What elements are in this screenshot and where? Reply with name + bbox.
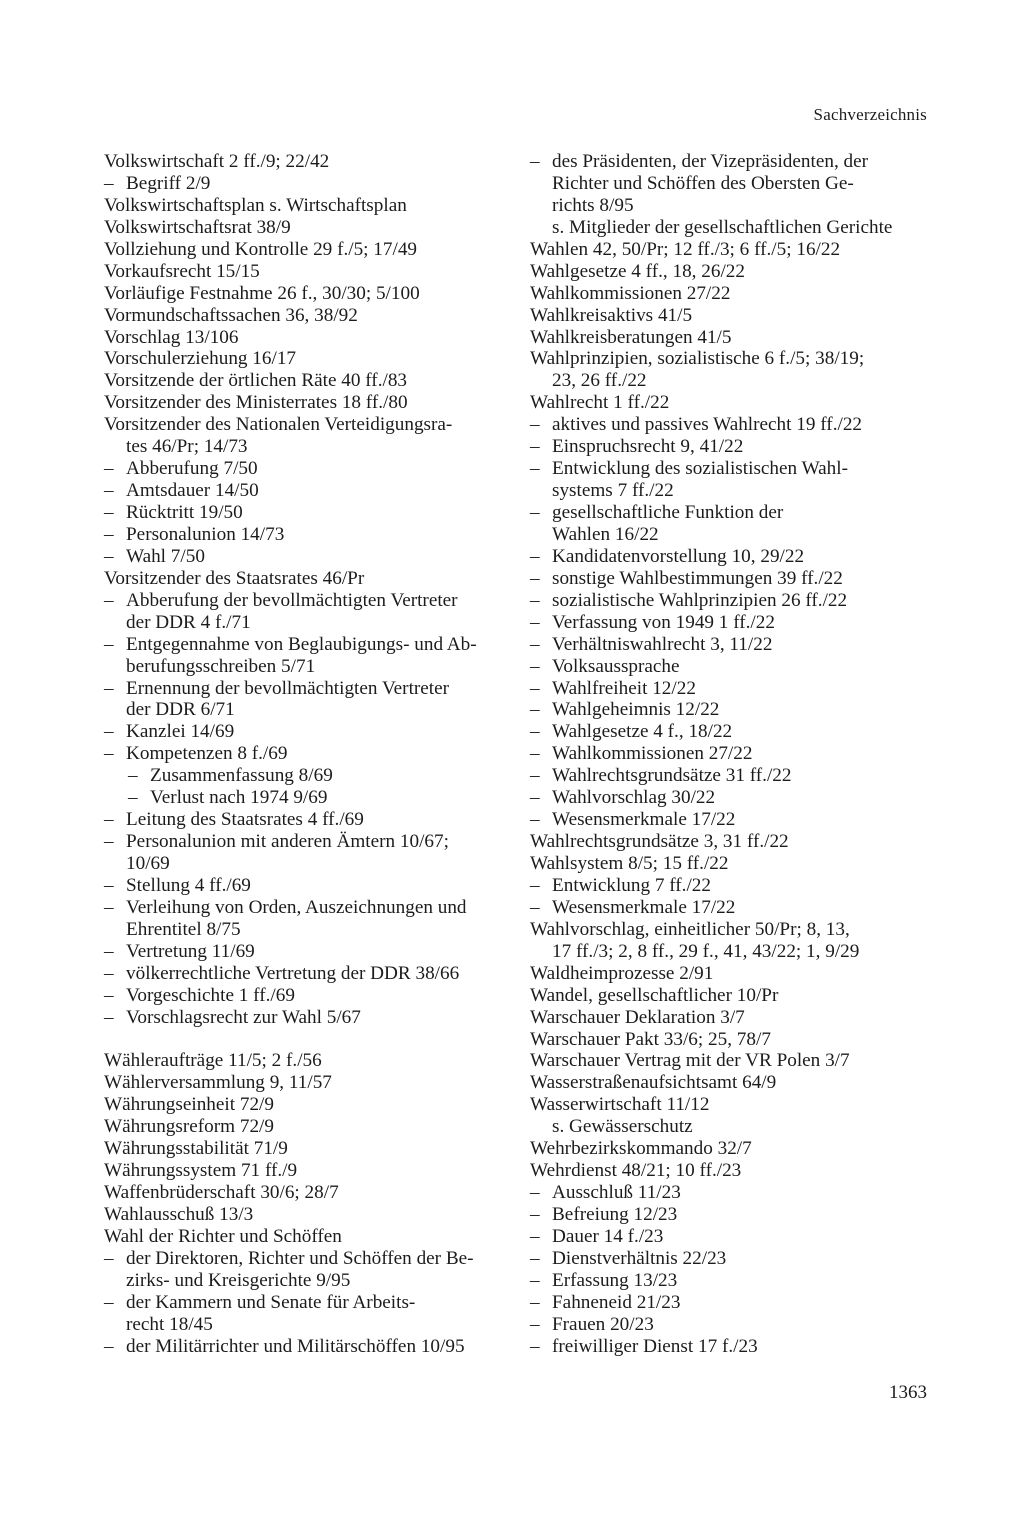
index-subentry: [530, 1248, 930, 1270]
index-subentry: [104, 634, 514, 656]
entry-text: Stellung 4 ff./69: [126, 874, 251, 896]
index-subentry: [530, 414, 930, 436]
entry-text: Rücktritt 19/50: [126, 502, 243, 523]
entry-text: Entwicklung des sozialistischen Wahl-: [552, 458, 848, 480]
entry-text: Vorläufige Festnahme 26 f., 30/30; 5/100: [104, 282, 420, 304]
subentry-dash: –: [104, 743, 114, 765]
entry-text: Kanzlei 14/69: [126, 721, 235, 743]
index-entry: [104, 261, 514, 283]
index-entry: [530, 831, 930, 853]
entry-text: Vorsitzende der örtlichen Räte 40 ff./83: [104, 370, 408, 392]
entry-text: Wahlrechtsgrundsätze 3, 31 ff./22: [530, 831, 789, 853]
subentry-dash: –: [104, 940, 114, 962]
subentry-dash: –: [530, 655, 540, 677]
entry-text: Wahlkommissionen 27/22: [552, 743, 753, 765]
entry-text: Personalunion 14/73: [126, 523, 285, 545]
index-subentry: [104, 524, 514, 546]
entry-text: gesellschaftliche Funktion der: [552, 502, 784, 523]
index-column-left: [104, 151, 514, 1358]
entry-text: Wasserwirtschaft 11/12: [530, 1094, 710, 1116]
entry-text: Personalunion mit anderen Ämtern 10/67;: [126, 831, 449, 853]
subentry-dash: –: [104, 1006, 114, 1028]
entry-text: Wahlrecht 1 ff./22: [530, 392, 670, 414]
index-entry: [530, 1160, 930, 1182]
index-entry: [104, 1050, 514, 1072]
entry-text: Abberufung 7/50: [126, 458, 258, 480]
subentry-dash: –: [530, 1204, 540, 1225]
subentry-dash: –: [530, 896, 540, 918]
entry-text: Wahlgesetze 4 ff., 18, 26/22: [530, 260, 745, 282]
entry-text: Währungsreform 72/9: [104, 1116, 274, 1138]
index-entry: [530, 392, 930, 414]
entry-text: Wahlvorschlag, einheitlicher 50/Pr; 8, 13,: [530, 918, 850, 940]
entry-text: systems 7 ff./22: [552, 480, 674, 502]
subentry-dash: –: [530, 633, 540, 655]
index-entry: [104, 1160, 514, 1182]
entry-text: Wahlkommissionen 27/22: [530, 282, 731, 304]
entry-text: Warschauer Deklaration 3/7: [530, 1006, 745, 1028]
entry-text: Wahl 7/50: [126, 545, 205, 567]
entry-text: Begriff 2/9: [126, 172, 211, 194]
index-subentry: [530, 1226, 930, 1248]
entry-text: Vorschlagsrecht zur Wahl 5/67: [126, 1006, 361, 1028]
index-entry: [530, 1138, 930, 1160]
index-entry-continuation: [530, 480, 930, 502]
subentry-dash: –: [104, 896, 114, 918]
index-subentry: [104, 1292, 514, 1314]
index-subentry: [530, 1314, 930, 1336]
index-entry-continuation: [104, 656, 514, 678]
subentry-dash: –: [104, 502, 114, 523]
entry-text: Wahlprinzipien, sozialistische 6 f./5; 38/19;: [530, 348, 865, 370]
entry-text: Ehrentitel 8/75: [126, 918, 241, 940]
entry-text: Einspruchsrecht 9, 41/22: [552, 436, 744, 458]
index-subentry: [104, 546, 514, 568]
index-subentry: [104, 743, 514, 765]
subentry-dash: –: [530, 809, 540, 831]
entry-text: Fahneneid 21/23: [552, 1291, 681, 1313]
subentry-dash: –: [128, 787, 138, 809]
index-entry: [530, 305, 930, 327]
entry-text: Wahlgesetze 4 f., 18/22: [552, 721, 733, 743]
index-entry: [530, 1029, 930, 1051]
subentry-dash: –: [530, 765, 540, 787]
entry-text: Verhältniswahlrecht 3, 11/22: [552, 633, 773, 655]
subentry-dash: –: [530, 151, 540, 172]
subentry-dash: –: [104, 589, 114, 611]
entry-text: Wahlgeheimnis 12/22: [552, 699, 720, 721]
index-entry: [530, 283, 930, 305]
entry-text: Vertretung 11/69: [126, 940, 255, 962]
entry-text: Wesensmerkmale 17/22: [552, 809, 736, 831]
entry-text: der DDR 4 f./71: [126, 611, 251, 633]
index-subentry: [530, 1292, 930, 1314]
index-subentry: [104, 787, 514, 809]
subentry-dash: –: [530, 1269, 540, 1291]
index-subentry: [530, 765, 930, 787]
index-subentry: [104, 809, 514, 831]
entry-text: Waldheimprozesse 2/91: [530, 962, 714, 984]
index-subentry: [530, 699, 930, 721]
index-entry: [530, 1072, 930, 1094]
subentry-dash: –: [530, 502, 540, 523]
entry-text: Warschauer Pakt 33/6; 25, 78/7: [530, 1028, 771, 1050]
index-entry: [530, 1050, 930, 1072]
entry-text: Volkswirtschaftsplan s. Wirtschaftsplan: [104, 194, 407, 216]
subentry-dash: –: [530, 677, 540, 699]
subentry-dash: –: [104, 831, 114, 853]
entry-text: Wahlen 42, 50/Pr; 12 ff./3; 6 ff./5; 16/22: [530, 238, 841, 260]
entry-text: Dienstverhältnis 22/23: [552, 1247, 727, 1269]
index-subentry: [530, 897, 930, 919]
subentry-dash: –: [530, 545, 540, 567]
subentry-dash: –: [104, 1247, 114, 1269]
index-entry: [104, 1116, 514, 1138]
entry-text: 23, 26 ff./22: [552, 370, 647, 392]
index-subentry: [530, 787, 930, 809]
entry-text: aktives und passives Wahlrecht 19 ff./22: [552, 414, 863, 436]
subentry-dash: –: [104, 633, 114, 655]
index-subentry: [530, 743, 930, 765]
index-subentry: [530, 1204, 930, 1226]
index-entry-continuation: [104, 699, 514, 721]
entry-text: Wandel, gesellschaftlicher 10/Pr: [530, 984, 779, 1006]
subentry-dash: –: [530, 1182, 540, 1204]
index-entry: [530, 985, 930, 1007]
entry-text: Warschauer Vertrag mit der VR Polen 3/7: [530, 1050, 850, 1072]
entry-text: Volksaussprache: [552, 655, 680, 677]
index-entry: [530, 1094, 930, 1116]
index-subentry: [104, 1336, 514, 1358]
index-subentry: [530, 875, 930, 897]
index-entry: [104, 305, 514, 327]
subentry-dash: –: [104, 984, 114, 1006]
subentry-dash: –: [530, 589, 540, 611]
entry-text: Zusammenfassung 8/69: [150, 765, 333, 787]
entry-text: sonstige Wahlbestimmungen 39 ff./22: [552, 567, 843, 589]
entry-text: Volkswirtschaft 2 ff./9; 22/42: [104, 151, 330, 172]
index-subentry: [104, 458, 514, 480]
index-subentry: [530, 546, 930, 568]
entry-text: Dauer 14 f./23: [552, 1225, 664, 1247]
index-entry: [530, 919, 930, 941]
index-entry-continuation: [104, 919, 514, 941]
index-entry: [104, 1094, 514, 1116]
entry-text: Verlust nach 1974 9/69: [150, 787, 328, 809]
index-entry: [530, 327, 930, 349]
index-entry: [104, 195, 514, 217]
entry-text: Wahlvorschlag 30/22: [552, 787, 716, 809]
entry-text: Wählerversammlung 9, 11/57: [104, 1072, 332, 1094]
index-entry-continuation: [104, 436, 514, 458]
entry-text: Waffenbrüderschaft 30/6; 28/7: [104, 1182, 339, 1204]
index-subentry: [104, 721, 514, 743]
entry-text: Vorschlag 13/106: [104, 326, 239, 348]
entry-text: Richter und Schöffen des Obersten Ge-: [552, 172, 854, 194]
entry-text: Wahlen 16/22: [552, 523, 659, 545]
index-subentry: [104, 897, 514, 919]
entry-text: freiwilliger Dienst 17 f./23: [552, 1335, 758, 1357]
index-subentry: [104, 502, 514, 524]
entry-text: Ernennung der bevollmächtigten Vertreter: [126, 677, 450, 699]
entry-text: Vollziehung und Kontrolle 29 f./5; 17/49: [104, 238, 418, 260]
entry-text: tes 46/Pr; 14/73: [126, 436, 248, 458]
entry-text: 17 ff./3; 2, 8 ff., 29 f., 41, 43/22; 1, 9/29: [552, 940, 860, 962]
index-subentry: [530, 656, 930, 678]
index-subentry: [104, 831, 514, 853]
index-entry: [104, 239, 514, 261]
entry-text: Wahlkreisaktivs 41/5: [530, 304, 693, 326]
index-subentry: [530, 151, 930, 173]
entry-text: Vormundschaftssachen 36, 38/92: [104, 304, 358, 326]
subentry-dash: –: [104, 677, 114, 699]
entry-text: Wahl der Richter und Schöffen: [104, 1225, 342, 1247]
index-subentry: [104, 765, 514, 787]
subentry-dash: –: [128, 765, 138, 787]
index-entry: [530, 963, 930, 985]
entry-text: Vorschulerziehung 16/17: [104, 348, 297, 370]
index-entry-continuation: [530, 217, 930, 239]
index-entry: [530, 1007, 930, 1029]
index-subentry: [530, 436, 930, 458]
index-entry-continuation: [530, 1116, 930, 1138]
index-entry-continuation: [530, 941, 930, 963]
entry-text: Wahlfreiheit 12/22: [552, 677, 696, 699]
index-entry-continuation: [104, 612, 514, 634]
entry-text: 10/69: [126, 853, 170, 874]
entry-text: Befreiung 12/23: [552, 1204, 678, 1225]
index-entry-continuation: [104, 1314, 514, 1336]
index-entry: [104, 370, 514, 392]
index-subentry: [104, 678, 514, 700]
subentry-dash: –: [104, 1335, 114, 1357]
index-subentry: [530, 458, 930, 480]
index-entry-continuation: [530, 173, 930, 195]
entry-text: Entwicklung 7 ff./22: [552, 874, 711, 896]
index-subentry: [104, 173, 514, 195]
subentry-dash: –: [530, 787, 540, 809]
subentry-dash: –: [104, 962, 114, 984]
index-subentry: [530, 502, 930, 524]
index-entry-continuation: [530, 524, 930, 546]
entry-text: Wesensmerkmale 17/22: [552, 896, 736, 918]
entry-text: Vorsitzender des Ministerrates 18 ff./80: [104, 392, 408, 414]
index-entry: [104, 348, 514, 370]
entry-text: s. Gewässerschutz: [552, 1116, 693, 1138]
entry-spacer: [104, 1029, 514, 1051]
subentry-dash: –: [104, 721, 114, 743]
entry-text: recht 18/45: [126, 1313, 213, 1335]
entry-text: Vorgeschichte 1 ff./69: [126, 984, 295, 1006]
entry-text: der DDR 6/71: [126, 699, 235, 721]
index-entry: [104, 392, 514, 414]
subentry-dash: –: [104, 458, 114, 480]
entry-text: Wahlkreisberatungen 41/5: [530, 326, 732, 348]
entry-text: Wähleraufträge 11/5; 2 f./56: [104, 1050, 322, 1072]
subentry-dash: –: [530, 458, 540, 480]
index-subentry: [530, 634, 930, 656]
index-entry: [104, 327, 514, 349]
entry-text: Vorsitzender des Staatsrates 46/Pr: [104, 567, 365, 589]
entry-text: zirks- und Kreisgerichte 9/95: [126, 1269, 351, 1291]
entry-text: sozialistische Wahlprinzipien 26 ff./22: [552, 589, 848, 611]
index-subentry: [104, 590, 514, 612]
entry-text: berufungsschreiben 5/71: [126, 655, 316, 677]
entry-text: Währungssystem 71 ff./9: [104, 1160, 298, 1182]
subentry-dash: –: [104, 172, 114, 194]
running-header: Sachverzeichnis: [813, 105, 927, 124]
entry-text: Wehrbezirkskommando 32/7: [530, 1138, 752, 1160]
entry-text: Wahlrechtsgrundsätze 31 ff./22: [552, 765, 792, 787]
subentry-dash: –: [530, 414, 540, 436]
entry-text: Amtsdauer 14/50: [126, 480, 259, 502]
entry-text: Vorkaufsrecht 15/15: [104, 260, 260, 282]
subentry-dash: –: [104, 874, 114, 896]
entry-text: Wasserstraßenaufsichtsamt 64/9: [530, 1072, 777, 1094]
subentry-dash: –: [530, 436, 540, 458]
entry-text: Verleihung von Orden, Auszeichnungen und: [126, 896, 467, 918]
entry-text: Abberufung der bevollmächtigten Vertreter: [126, 589, 458, 611]
index-subentry: [530, 1182, 930, 1204]
subentry-dash: –: [530, 1291, 540, 1313]
entry-text: Kompetenzen 8 f./69: [126, 743, 288, 765]
index-subentry: [530, 590, 930, 612]
entry-text: völkerrechtliche Vertretung der DDR 38/66: [126, 962, 460, 984]
index-subentry: [104, 1248, 514, 1270]
index-column-right: [530, 151, 930, 1358]
index-entry: [104, 283, 514, 305]
entry-text: Entgegennahme von Beglaubigungs- und Ab-: [126, 633, 477, 655]
index-subentry: [104, 480, 514, 502]
index-entry-continuation: [104, 1270, 514, 1292]
index-entry: [530, 348, 930, 370]
subentry-dash: –: [530, 1225, 540, 1247]
index-entry-continuation: [104, 853, 514, 875]
entry-text: s. Mitglieder der gesellschaftlichen Gerichte: [552, 216, 893, 238]
index-entry: [530, 261, 930, 283]
entry-text: Währungsstabilität 71/9: [104, 1138, 288, 1160]
index-subentry: [104, 1007, 514, 1029]
subentry-dash: –: [530, 1247, 540, 1269]
index-entry: [104, 414, 514, 436]
entry-text: Vorsitzender des Nationalen Verteidigungsra-: [104, 414, 453, 436]
entry-text: Wehrdienst 48/21; 10 ff./23: [530, 1160, 742, 1182]
entry-text: Frauen 20/23: [552, 1313, 654, 1335]
entry-text: Verfassung von 1949 1 ff./22: [552, 611, 775, 633]
index-subentry: [530, 568, 930, 590]
subentry-dash: –: [530, 721, 540, 743]
index-subentry: [530, 678, 930, 700]
index-subentry: [104, 941, 514, 963]
index-entry: [104, 217, 514, 239]
entry-text: Volkswirtschaftsrat 38/9: [104, 216, 291, 238]
index-entry: [104, 1072, 514, 1094]
index-entry: [104, 1182, 514, 1204]
index-entry: [104, 1138, 514, 1160]
index-entry: [104, 1226, 514, 1248]
index-entry: [530, 853, 930, 875]
index-entry: [104, 1204, 514, 1226]
index-subentry: [104, 963, 514, 985]
index-entry: [104, 568, 514, 590]
subentry-dash: –: [104, 545, 114, 567]
subentry-dash: –: [104, 809, 114, 831]
index-subentry: [530, 612, 930, 634]
page-number: 1363: [889, 1382, 927, 1403]
index-entry-continuation: [530, 195, 930, 217]
entry-text: Erfassung 13/23: [552, 1269, 678, 1291]
subentry-dash: –: [530, 1335, 540, 1357]
index-entry: [530, 239, 930, 261]
subentry-dash: –: [530, 699, 540, 721]
index-subentry: [530, 721, 930, 743]
index-subentry: [530, 809, 930, 831]
entry-text: des Präsidenten, der Vizepräsidenten, der: [552, 151, 869, 172]
entry-text: Leitung des Staatsrates 4 ff./69: [126, 809, 364, 831]
entry-text: Wahlausschuß 13/3: [104, 1204, 254, 1225]
subentry-dash: –: [530, 874, 540, 896]
entry-text: der Militärrichter und Militärschöffen 10/95: [126, 1335, 465, 1357]
entry-text: der Kammern und Senate für Arbeits-: [126, 1291, 416, 1313]
subentry-dash: –: [104, 480, 114, 502]
subentry-dash: –: [530, 743, 540, 765]
entry-text: Ausschluß 11/23: [552, 1182, 681, 1204]
index-subentry: [104, 985, 514, 1007]
subentry-dash: –: [530, 1313, 540, 1335]
index-entry-continuation: [530, 370, 930, 392]
index-subentry: [104, 875, 514, 897]
entry-text: richts 8/95: [552, 194, 634, 216]
subentry-dash: –: [104, 523, 114, 545]
entry-text: Wahlsystem 8/5; 15 ff./22: [530, 853, 729, 874]
subentry-dash: –: [530, 611, 540, 633]
entry-text: Kandidatenvorstellung 10, 29/22: [552, 545, 805, 567]
subentry-dash: –: [104, 1291, 114, 1313]
entry-text: der Direktoren, Richter und Schöffen der Be-: [126, 1247, 474, 1269]
index-subentry: [530, 1270, 930, 1292]
index-entry: [104, 151, 514, 173]
entry-text: Währungseinheit 72/9: [104, 1094, 274, 1116]
index-subentry: [530, 1336, 930, 1358]
subentry-dash: –: [530, 567, 540, 589]
